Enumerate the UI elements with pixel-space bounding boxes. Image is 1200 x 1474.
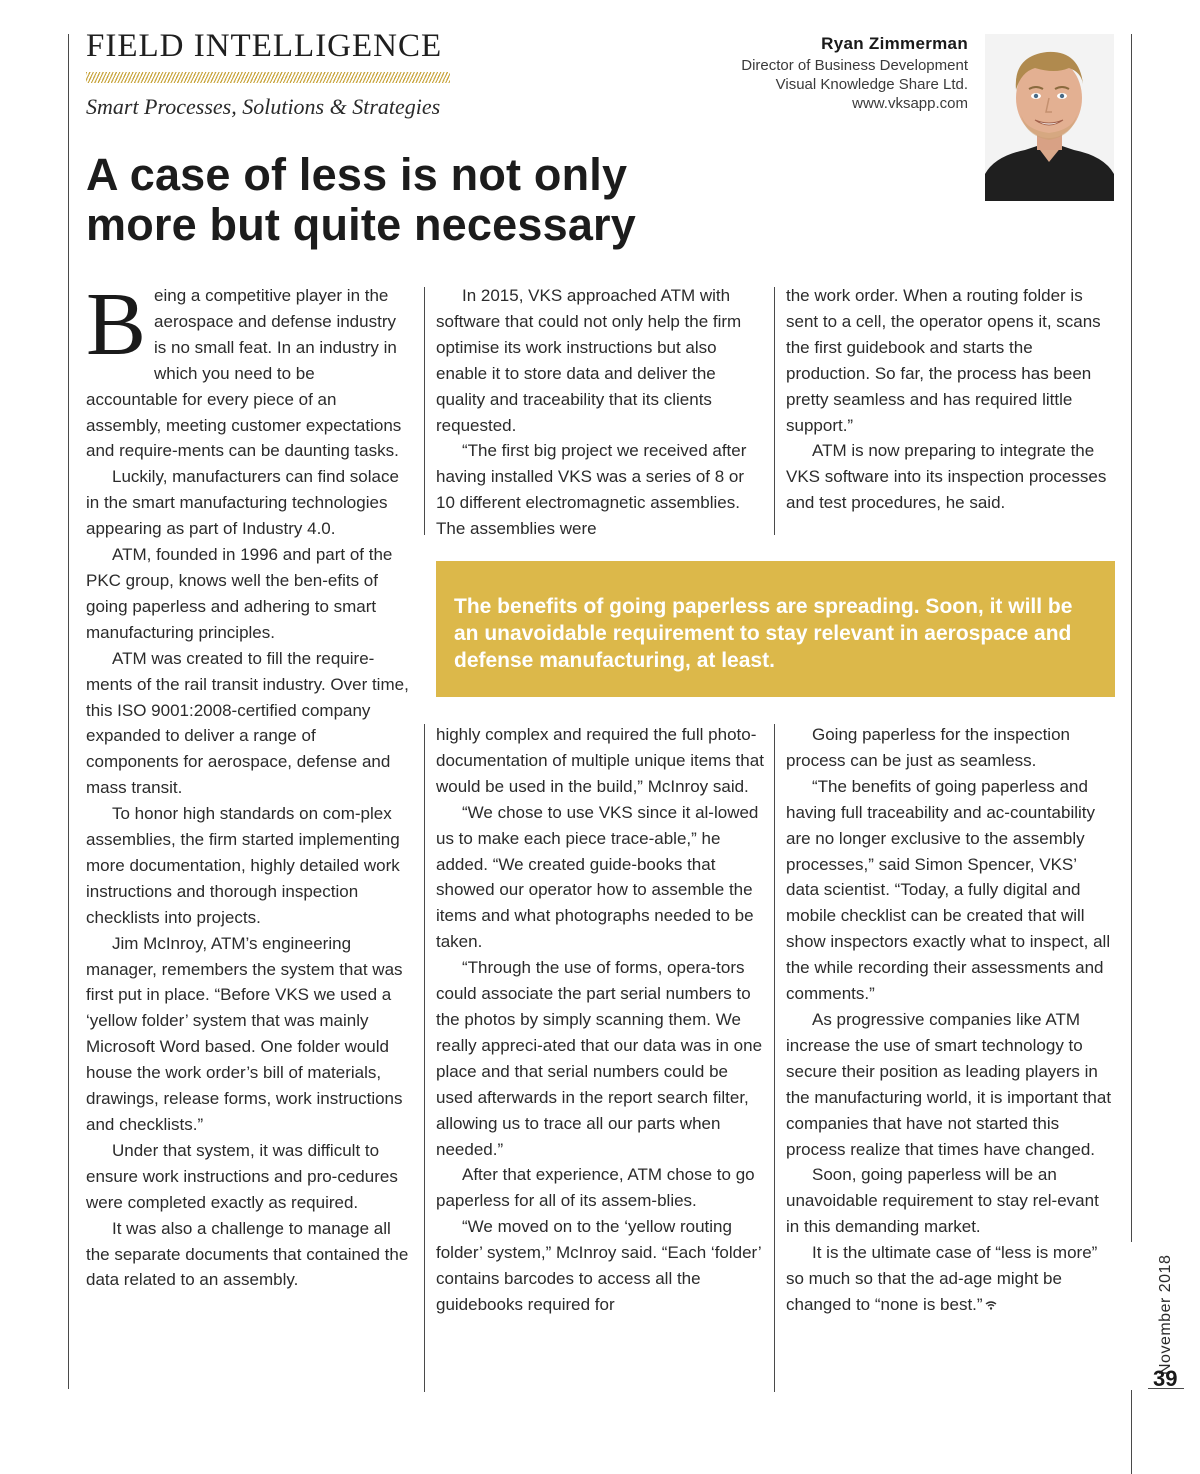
author-company: Visual Knowledge Share Ltd. [775,76,968,93]
paragraph: ATM, founded in 1996 and part of the PKC group, knows well the ben-efits of going paperless and adhering to smart manufacturing principles. [86,545,393,642]
last-paragraph [786,1240,1114,1318]
author-website[interactable]: www.vksapp.com [852,95,968,112]
column-rule-4 [774,724,775,1392]
section-subtitle: Smart Processes, Solutions & Strategies [86,94,441,119]
author-title: Director of Business Development [741,57,968,74]
headline-line-1: A case of less is not only [86,149,628,200]
author-byline [741,34,968,113]
pull-quote-text: The benefits of going paperless are spreading. Soon, it will be an unavoidable requirement to stay relevant in aerospace and defense manufacturing, at least. [454,595,1073,672]
issue-date: November 2018 [1157,1254,1174,1375]
paragraph: Going paperless for the inspection process can be just as seamless. [786,725,1070,770]
drop-cap: B [86,275,147,374]
left-margin-rule [68,34,69,1389]
right-margin-rule-bottom [1131,1390,1132,1474]
headline-line-2: more but quite necessary [86,199,636,250]
article-column-3-top [786,283,1112,516]
paragraph: Under that system, it was difficult to ensure work instructions and pro-cedures were completed exactly as required. [86,1140,398,1212]
article-column-2-bottom [436,722,766,1318]
article-headline [86,150,636,250]
column-rule-1 [424,287,425,535]
paragraph-text: It is the ultimate case of “less is more” so much so that the ad-age might be changed to “none is best.” [786,1243,1098,1314]
paragraph: Luckily, manufacturers can find solace in the smart manufacturing technologies appearing as part of Industry 4.0. [86,467,399,539]
author-portrait [985,34,1114,201]
paragraph: ATM was created to fill the require-ments of the rail transit industry. Over time, this ISO 9001:2008-certified company expanded to deliver a range of components for aerospace, defense and mass transit. [86,648,409,798]
paragraph: the work order. When a routing folder is sent to a cell, the operator opens it, scans the first guidebook and starts the production. So far, the process has been pretty seamless and has required little support.” [786,286,1101,435]
gold-hatch-divider [86,72,450,83]
page-number: 39 [1153,1366,1178,1391]
column-rule-3 [424,724,425,1392]
paragraph: After that experience, ATM chose to go paperless for all of its assem-blies. [436,1165,755,1211]
pull-quote-box [436,561,1115,697]
paragraph: To honor high standards on com-plex assemblies, the firm started implementing more documentation, highly detailed work instructions and thorough inspection checklists into projects. [86,804,400,927]
paragraph: “We chose to use VKS since it al-lowed us to make each piece trace-able,” he added. “We created guide-books that showed our operator how to assemble the items and what photographs needed to be taken. [436,802,759,952]
paragraph: Soon, going paperless will be an unavoidable requirement to stay rel-evant in this demanding market. [786,1165,1099,1237]
paragraph: eing a competitive player in the aerospace and defense industry is no small feat. In an industry in which you need to be accountable for every piece of an assembly, meeting customer expectations and require-ments can be daunting tasks. [86,286,402,461]
article-column-2-top [436,283,766,542]
paragraph: In 2015, VKS approached ATM with software that could not only help the firm optimise its work instructions but also enable it to store data and deliver the quality and traceability that its clients requested. [436,286,742,435]
author-name: Ryan Zimmerman [821,34,968,53]
paragraph: As progressive companies like ATM increase the use of smart technology to secure their position as leading players in the manufacturing world, it is important that companies that have not started this process realize that times have changed. [786,1009,1112,1159]
paragraph: It was also a challenge to manage all the separate documents that contained the data related to an assembly. [86,1218,409,1290]
paragraph: “The first big project we received after having installed VKS was a series of 8 or 10 different electromagnetic assemblies. The assemblies were [436,441,747,539]
wifi-end-mark-icon [985,1300,997,1310]
paragraph: “The benefits of going paperless and having full traceability and ac-countability are no longer exclusive to the assembly processes,” said Simon Spencer, VKS’ data scientist. “Today, a fully digital and mobile checklist can be created that will show inspectors exactly what to inspect, all the while recording their assessments and comments.” [786,776,1111,1004]
article-column-1 [86,275,411,1293]
section-title: FIELD INTELLIGENCE [86,28,443,64]
paragraph: “We moved on to the ‘yellow routing folder’ system,” McInroy said. “Each ‘folder’ contains barcodes to access all the guidebooks required for [436,1217,761,1314]
article-column-3-bottom [786,722,1114,1318]
paragraph: ATM is now preparing to integrate the VKS software into its inspection processes and test procedures, he said. [786,441,1107,513]
paragraph: highly complex and required the full photo-documentation of multiple unique items that would be used in the build,” McInroy said. [436,725,764,796]
column-rule-2 [774,287,775,535]
paragraph: “Through the use of forms, opera-tors could associate the part serial numbers to the photos by simply scanning them. We really appreci-ated that our data was in one place and that serial numbers could be used afterwards in the report search filter, allowing us to trace all our parts when needed.” [436,958,763,1159]
portrait-illustration [985,34,1114,201]
right-margin-rule-top [1131,34,1132,1242]
paragraph: Jim McInroy, ATM’s engineering manager, remembers the system that was first put in place. “Before VKS we used a ‘yellow folder’ system that was mainly Microsoft Word based. One folder would house the work order’s bill of materials, drawings, release forms, work instructions and checklists.” [86,933,403,1134]
